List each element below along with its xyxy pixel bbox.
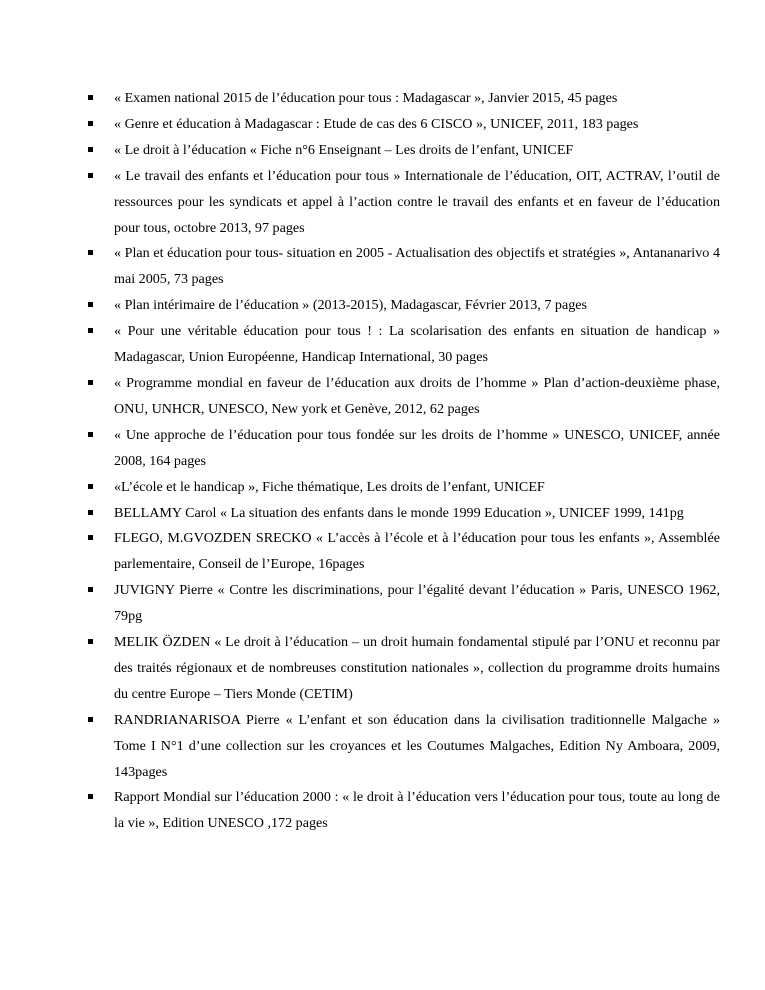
square-bullet-icon [88, 639, 93, 644]
bibliography-entry-text: « Pour une véritable éducation pour tous ! : La scolarisation des enfants en situation de handicap » Madagascar, Union Européenne, Handicap International, 30 pages [114, 323, 720, 366]
square-bullet-icon [88, 173, 93, 178]
bibliography-entry-text: Rapport Mondial sur l’éducation 2000 : « le droit à l’éducation vers l’éducation pour tous, toute au long de la vie », Edition UNESCO ,172 pages [114, 789, 720, 832]
square-bullet-icon [88, 121, 93, 126]
square-bullet-icon [88, 510, 93, 515]
square-bullet-icon [88, 250, 93, 255]
bibliography-entry [88, 138, 720, 164]
square-bullet-icon [88, 95, 93, 100]
square-bullet-icon [88, 794, 93, 799]
bibliography-entry-text: RANDRIANARISOA Pierre « L’enfant et son éducation dans la civilisation traditionnelle Malgache » Tome I N°1 d’une collection sur les croyances et les Coutumes Malgaches, Edition Ny Amboara, 2009, 143pages [114, 711, 720, 780]
bibliography-entry [88, 501, 720, 527]
bibliography-list [88, 86, 720, 837]
bibliography-entry-text: « Genre et éducation à Madagascar : Etude de cas des 6 CISCO », UNICEF, 2011, 183 pages [114, 115, 639, 132]
square-bullet-icon [88, 302, 93, 307]
bibliography-entry-text: FLEGO, M.GVOZDEN SRECKO « L’accès à l’école et à l’éducation pour tous les enfants », Assemblée parlementaire, Conseil de l’Europe, 16pages [114, 530, 720, 573]
square-bullet-icon [88, 380, 93, 385]
bibliography-entry-text: « Examen national 2015 de l’éducation pour tous : Madagascar », Janvier 2015, 45 pages [114, 90, 618, 106]
square-bullet-icon [88, 147, 93, 152]
bibliography-entry [88, 164, 720, 242]
bibliography-entry-text: « Une approche de l’éducation pour tous fondée sur les droits de l’homme » UNESCO, UNICEF, année 2008, 164 pages [114, 426, 720, 469]
square-bullet-icon [88, 717, 93, 722]
bibliography-entry-text: « Plan et éducation pour tous- situation en 2005 - Actualisation des objectifs et stratégies », Antananarivo 4 mai 2005, 73 pages [114, 245, 720, 288]
bibliography-entry-text: « Le droit à l’éducation « Fiche n°6 Enseignant – Les droits de l’enfant, UNICEF [114, 141, 574, 158]
bibliography-entry-text: BELLAMY Carol « La situation des enfants dans le monde 1999 Education », UNICEF 1999, 141pg [114, 504, 684, 521]
bibliography-entry [88, 319, 720, 371]
square-bullet-icon [88, 432, 93, 437]
bibliography-entry [88, 475, 720, 501]
bibliography-entry [88, 526, 720, 578]
bibliography-entry [88, 241, 720, 293]
square-bullet-icon [88, 484, 93, 489]
bibliography-entry-text: JUVIGNY Pierre « Contre les discriminations, pour l’égalité devant l’éducation » Paris, UNESCO 1962, 79pg [114, 582, 720, 625]
bibliography-entry-text: MELIK ÖZDEN « Le droit à l’éducation – un droit humain fondamental stipulé par l’ONU et reconnu par des traités régionaux et de nombreuses constitution nationales », collection du programme droits humains du centre Europe – Tiers Monde (CETIM) [114, 634, 720, 702]
bibliography-entry-text: «L’école et le handicap », Fiche thématique, Les droits de l’enfant, UNICEF [114, 478, 545, 495]
bibliography-entry [88, 293, 720, 319]
bibliography-entry [88, 86, 720, 112]
bibliography-entry-text: « Le travail des enfants et l’éducation pour tous » Internationale de l’éducation, OIT, ACTRAV, l’outil de ressources pour les syndicats et appel à l’action contre le travail des enfants et en faveur de l’éducation pour tous, octobre 2013, 97 pages [114, 167, 720, 236]
square-bullet-icon [88, 328, 93, 333]
bibliography-entry-text: « Programme mondial en faveur de l’éducation aux droits de l’homme » Plan d’action-deuxième phase, ONU, UNHCR, UNESCO, New york et Genève, 2012, 62 pages [114, 374, 720, 417]
bibliography-entry [88, 785, 720, 837]
bibliography-entry [88, 708, 720, 786]
bibliography-entry [88, 578, 720, 630]
bibliography-entry-text: « Plan intérimaire de l’éducation » (2013-2015), Madagascar, Février 2013, 7 pages [114, 297, 587, 314]
bibliography-entry [88, 112, 720, 138]
square-bullet-icon [88, 587, 93, 592]
bibliography-entry [88, 630, 720, 708]
bibliography-entry [88, 423, 720, 475]
square-bullet-icon [88, 535, 93, 540]
bibliography-entry [88, 371, 720, 423]
